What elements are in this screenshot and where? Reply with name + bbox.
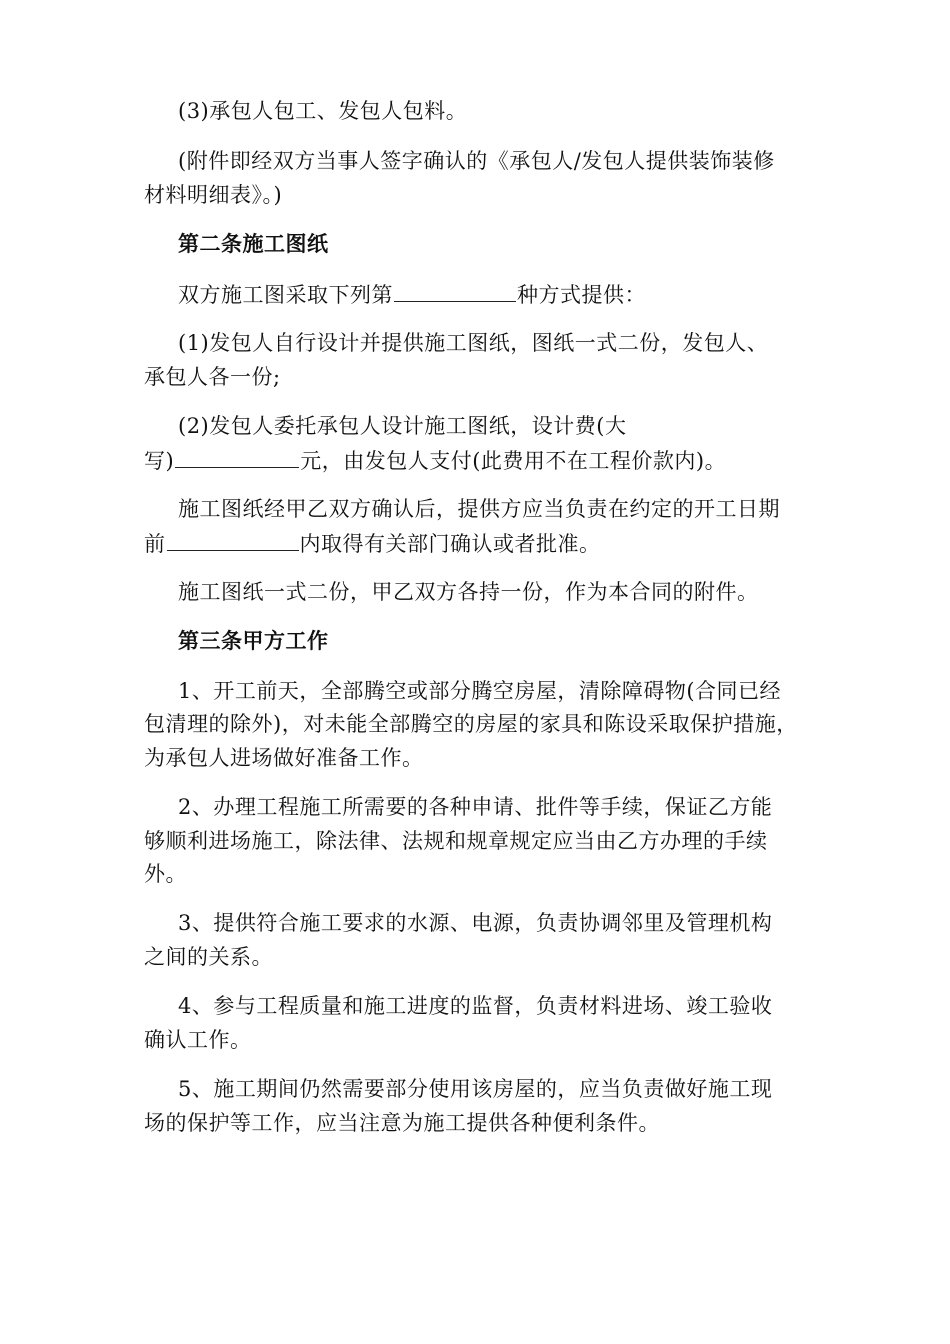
drawing-method-text-after: 种方式提供： [517,283,646,307]
paragraph-drawing-copies: 施工图纸一式二份，甲乙双方各持一份，作为本合同的附件。 [178,580,759,604]
item-3-line2: 之间的关系。 [144,945,273,969]
item-4-line2: 确认工作。 [144,1028,252,1052]
paragraph-attachment-note-line2: 材料明细表》。) [144,183,283,207]
item-5-line2: 场的保护等工作，应当注意为施工提供各种便利条件。 [144,1111,660,1135]
paragraph-option-2-line1: (2)发包人委托承包人设计施工图纸，设计费(大 [178,414,627,438]
item-4-line1: 4、参与工程质量和施工进度的监督，负责材料进场、竣工验收 [178,994,773,1018]
item-1-line1: 1、开工前天，全部腾空或部分腾空房屋，清除障碍物(合同已经 [178,679,782,703]
paragraph-drawing-confirmation-line1: 施工图纸经甲乙双方确认后，提供方应当负责在约定的开工日期 [178,497,780,521]
drawing-method-text-before: 双方施工图采取下列第 [178,283,393,307]
design-fee-text-before: 写) [144,449,175,473]
deadline-text-before: 前 [144,532,166,556]
paragraph-drawing-method [178,279,950,310]
item-1-line3: 为承包人进场做好准备工作。 [144,746,424,770]
paragraph-option-1-line1: (1)发包人自行设计并提供施工图纸，图纸一式二份，发包人、 [178,331,769,355]
item-1-line2: 包清理的除外)，对未能全部腾空的房屋的家具和陈设采取保护措施， [144,712,798,736]
design-fee-text-after: 元，由发包人支付(此费用不在工程价款内)。 [300,449,727,473]
paragraph-material-option-3: (3)承包人包工、发包人包料。 [178,99,468,123]
item-3-line1: 3、提供符合施工要求的水源、电源，负责协调邻里及管理机构 [178,911,773,935]
paragraph-option-2-line2 [144,445,950,476]
design-fee-blank [175,445,299,468]
deadline-text-after: 内取得有关部门确认或者批准。 [299,532,601,556]
item-2-line3: 外。 [144,862,187,886]
paragraph-drawing-confirmation-line2 [144,528,950,559]
heading-article-3: 第三条甲方工作 [178,628,329,653]
item-5-line1: 5、施工期间仍然需要部分使用该房屋的，应当负责做好施工现 [178,1077,773,1101]
heading-article-2: 第二条施工图纸 [178,231,329,256]
drawing-method-blank [394,279,516,302]
paragraph-attachment-note-line1: (附件即经双方当事人签字确认的《承包人/发包人提供装饰装修 [178,149,775,173]
item-2-line2: 够顺利进场施工，除法律、法规和规章规定应当由乙方办理的手续 [144,829,768,853]
deadline-blank [167,528,299,551]
item-2-line1: 2、办理工程施工所需要的各种申请、批件等手续，保证乙方能 [178,795,773,819]
paragraph-option-1-line2: 承包人各一份; [144,365,281,389]
